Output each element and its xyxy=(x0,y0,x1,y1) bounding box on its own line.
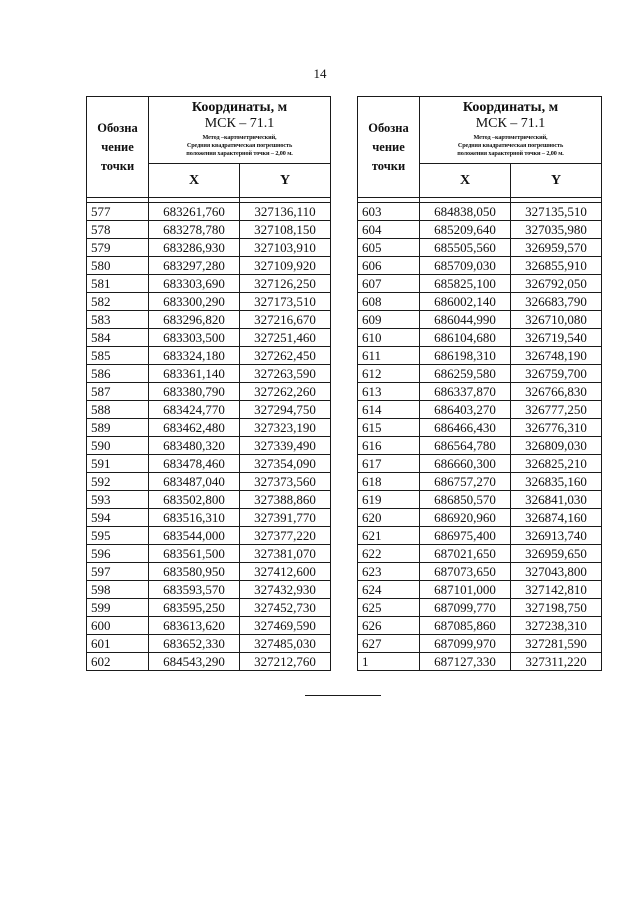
x-coordinate-cell: 683424,770 xyxy=(149,401,240,419)
x-coordinate-cell: 683303,500 xyxy=(149,329,240,347)
table-row xyxy=(87,437,331,455)
point-id-cell: 592 xyxy=(87,473,149,491)
x-coordinate-cell: 683261,760 xyxy=(149,203,240,221)
y-coordinate-cell: 327373,560 xyxy=(240,473,331,491)
table-row xyxy=(358,491,602,509)
table-row xyxy=(87,203,331,221)
point-id-cell: 584 xyxy=(87,329,149,347)
y-coordinate-cell: 326809,030 xyxy=(511,437,602,455)
y-coordinate-cell: 326748,190 xyxy=(511,347,602,365)
x-coordinate-cell: 683286,930 xyxy=(149,239,240,257)
y-coordinate-cell: 327109,920 xyxy=(240,257,331,275)
method-note-line: положения характерной точки – 2,00 м. xyxy=(186,150,293,157)
table-row xyxy=(87,329,331,347)
point-id-cell: 578 xyxy=(87,221,149,239)
y-coordinate-cell: 327043,800 xyxy=(511,563,602,581)
point-id-cell: 620 xyxy=(358,509,420,527)
table-row xyxy=(358,239,602,257)
table-row xyxy=(87,257,331,275)
y-coordinate-cell: 327238,310 xyxy=(511,617,602,635)
table-row xyxy=(358,347,602,365)
table-row xyxy=(358,563,602,581)
y-coordinate-cell: 326683,790 xyxy=(511,293,602,311)
point-id-cell: 610 xyxy=(358,329,420,347)
x-coordinate-cell: 686564,780 xyxy=(420,437,511,455)
x-coordinate-cell: 683487,040 xyxy=(149,473,240,491)
x-coordinate-cell: 686660,300 xyxy=(420,455,511,473)
table-row xyxy=(358,527,602,545)
y-coordinate-cell: 327126,250 xyxy=(240,275,331,293)
point-id-cell: 593 xyxy=(87,491,149,509)
table-row xyxy=(358,383,602,401)
y-coordinate-cell: 326766,830 xyxy=(511,383,602,401)
y-coordinate-cell: 326841,030 xyxy=(511,491,602,509)
point-id-cell: 625 xyxy=(358,599,420,617)
x-coordinate-cell: 686104,680 xyxy=(420,329,511,347)
point-id-cell: 613 xyxy=(358,383,420,401)
point-id-cell: 602 xyxy=(87,653,149,671)
y-coordinate-cell: 326777,250 xyxy=(511,401,602,419)
y-coordinate-cell: 327262,260 xyxy=(240,383,331,401)
table-row xyxy=(358,437,602,455)
table-row xyxy=(87,293,331,311)
y-coordinate-cell: 327377,220 xyxy=(240,527,331,545)
point-id-cell: 627 xyxy=(358,635,420,653)
y-coordinate-cell: 327251,460 xyxy=(240,329,331,347)
table-row xyxy=(87,455,331,473)
point-header-line: Обозна xyxy=(368,120,409,135)
y-coordinate-cell: 326959,570 xyxy=(511,239,602,257)
y-coordinate-cell: 327108,150 xyxy=(240,221,331,239)
x-coordinate-cell: 687127,330 xyxy=(420,653,511,671)
y-coordinate-cell: 326825,210 xyxy=(511,455,602,473)
x-coordinate-cell: 683544,000 xyxy=(149,527,240,545)
y-coordinate-cell: 326759,700 xyxy=(511,365,602,383)
x-column-header: X xyxy=(420,164,511,198)
y-coordinate-cell: 327391,770 xyxy=(240,509,331,527)
point-id-cell: 588 xyxy=(87,401,149,419)
y-coordinate-cell: 327485,030 xyxy=(240,635,331,653)
table-row xyxy=(358,581,602,599)
x-coordinate-cell: 683580,950 xyxy=(149,563,240,581)
method-note-line: положения характерной точки – 2,00 м. xyxy=(457,150,564,157)
y-coordinate-cell: 326792,050 xyxy=(511,275,602,293)
y-coordinate-cell: 326959,650 xyxy=(511,545,602,563)
y-coordinate-cell: 326710,080 xyxy=(511,311,602,329)
method-note-line: Средняя квадратическая погрешность xyxy=(186,142,293,149)
y-coordinate-cell: 327339,490 xyxy=(240,437,331,455)
table-row xyxy=(87,599,331,617)
table-row xyxy=(87,545,331,563)
y-coordinate-cell: 326719,540 xyxy=(511,329,602,347)
table-row xyxy=(87,635,331,653)
point-header-line: точки xyxy=(100,158,135,173)
table-row xyxy=(87,563,331,581)
x-coordinate-cell: 684838,050 xyxy=(420,203,511,221)
end-divider-line xyxy=(305,695,381,696)
point-id-cell: 611 xyxy=(358,347,420,365)
point-id-cell: 607 xyxy=(358,275,420,293)
y-coordinate-cell: 327452,730 xyxy=(240,599,331,617)
point-id-cell: 600 xyxy=(87,617,149,635)
point-id-cell: 599 xyxy=(87,599,149,617)
method-note-line: Средняя квадратическая погрешность xyxy=(457,142,564,149)
point-id-cell: 586 xyxy=(87,365,149,383)
point-id-cell: 585 xyxy=(87,347,149,365)
table-row xyxy=(358,311,602,329)
point-id-cell: 615 xyxy=(358,419,420,437)
coordinate-system: МСК – 71.1 xyxy=(475,116,546,131)
point-id-cell: 603 xyxy=(358,203,420,221)
table-row xyxy=(87,491,331,509)
y-coordinate-cell: 327198,750 xyxy=(511,599,602,617)
x-coordinate-cell: 685709,030 xyxy=(420,257,511,275)
x-coordinate-cell: 686920,960 xyxy=(420,509,511,527)
point-id-cell: 614 xyxy=(358,401,420,419)
y-coordinate-cell: 327381,070 xyxy=(240,545,331,563)
point-id-cell: 609 xyxy=(358,311,420,329)
table-row xyxy=(358,203,602,221)
point-id-cell: 606 xyxy=(358,257,420,275)
y-coordinate-cell: 327173,510 xyxy=(240,293,331,311)
coordinates-table-left xyxy=(86,96,331,671)
x-coordinate-cell: 686044,990 xyxy=(420,311,511,329)
table-row xyxy=(358,329,602,347)
point-id-cell: 604 xyxy=(358,221,420,239)
table-row xyxy=(358,545,602,563)
point-id-cell: 589 xyxy=(87,419,149,437)
y-coordinate-cell: 327135,510 xyxy=(511,203,602,221)
table-row xyxy=(358,617,602,635)
point-id-cell: 590 xyxy=(87,437,149,455)
point-id-cell: 621 xyxy=(358,527,420,545)
point-id-cell: 583 xyxy=(87,311,149,329)
y-coordinate-cell: 327388,860 xyxy=(240,491,331,509)
y-coordinate-cell: 327311,220 xyxy=(511,653,602,671)
point-column-header xyxy=(87,97,149,198)
x-coordinate-cell: 683380,790 xyxy=(149,383,240,401)
x-coordinate-cell: 683462,480 xyxy=(149,419,240,437)
y-coordinate-cell: 327323,190 xyxy=(240,419,331,437)
table-row xyxy=(358,221,602,239)
x-coordinate-cell: 686757,270 xyxy=(420,473,511,491)
point-id-cell: 595 xyxy=(87,527,149,545)
y-column-header: Y xyxy=(511,164,602,198)
y-coordinate-cell: 327212,760 xyxy=(240,653,331,671)
y-coordinate-cell: 327136,110 xyxy=(240,203,331,221)
y-coordinate-cell: 326835,160 xyxy=(511,473,602,491)
table-row xyxy=(87,383,331,401)
table-row xyxy=(358,455,602,473)
point-id-cell: 626 xyxy=(358,617,420,635)
point-id-cell: 619 xyxy=(358,491,420,509)
y-column-header: Y xyxy=(240,164,331,198)
table-row xyxy=(358,257,602,275)
point-id-cell: 579 xyxy=(87,239,149,257)
table-row xyxy=(87,401,331,419)
x-column-header: X xyxy=(149,164,240,198)
x-coordinate-cell: 686403,270 xyxy=(420,401,511,419)
table-row xyxy=(358,293,602,311)
coordinates-title: Координаты, м xyxy=(462,100,559,115)
x-coordinate-cell: 686198,310 xyxy=(420,347,511,365)
method-note xyxy=(149,134,330,158)
method-note xyxy=(420,134,601,158)
point-id-cell: 617 xyxy=(358,455,420,473)
x-coordinate-cell: 683303,690 xyxy=(149,275,240,293)
x-coordinate-cell: 683480,320 xyxy=(149,437,240,455)
y-coordinate-cell: 326913,740 xyxy=(511,527,602,545)
x-coordinate-cell: 683300,290 xyxy=(149,293,240,311)
x-coordinate-cell: 683613,620 xyxy=(149,617,240,635)
y-coordinate-cell: 327035,980 xyxy=(511,221,602,239)
x-coordinate-cell: 686850,570 xyxy=(420,491,511,509)
point-id-cell: 1 xyxy=(358,653,420,671)
x-coordinate-cell: 684543,290 xyxy=(149,653,240,671)
coordinates-header xyxy=(149,97,331,164)
y-coordinate-cell: 326874,160 xyxy=(511,509,602,527)
point-id-cell: 616 xyxy=(358,437,420,455)
table-row xyxy=(87,275,331,293)
y-coordinate-cell: 326855,910 xyxy=(511,257,602,275)
x-coordinate-cell: 685209,640 xyxy=(420,221,511,239)
y-coordinate-cell: 326776,310 xyxy=(511,419,602,437)
table-row xyxy=(358,365,602,383)
coordinates-title: Координаты, м xyxy=(191,100,288,115)
y-coordinate-cell: 327142,810 xyxy=(511,581,602,599)
x-coordinate-cell: 683324,180 xyxy=(149,347,240,365)
point-id-cell: 577 xyxy=(87,203,149,221)
point-id-cell: 618 xyxy=(358,473,420,491)
y-coordinate-cell: 327216,670 xyxy=(240,311,331,329)
point-id-cell: 594 xyxy=(87,509,149,527)
point-id-cell: 608 xyxy=(358,293,420,311)
x-coordinate-cell: 683361,140 xyxy=(149,365,240,383)
x-coordinate-cell: 683516,310 xyxy=(149,509,240,527)
point-id-cell: 581 xyxy=(87,275,149,293)
y-coordinate-cell: 327412,600 xyxy=(240,563,331,581)
x-coordinate-cell: 687021,650 xyxy=(420,545,511,563)
point-header-line: чение xyxy=(372,139,405,154)
point-id-cell: 580 xyxy=(87,257,149,275)
x-coordinate-cell: 683478,460 xyxy=(149,455,240,473)
y-coordinate-cell: 327354,090 xyxy=(240,455,331,473)
x-coordinate-cell: 683502,800 xyxy=(149,491,240,509)
table-row xyxy=(87,581,331,599)
point-id-cell: 597 xyxy=(87,563,149,581)
x-coordinate-cell: 687073,650 xyxy=(420,563,511,581)
y-coordinate-cell: 327281,590 xyxy=(511,635,602,653)
table-row xyxy=(358,419,602,437)
table-row xyxy=(87,239,331,257)
point-id-cell: 624 xyxy=(358,581,420,599)
y-coordinate-cell: 327103,910 xyxy=(240,239,331,257)
x-coordinate-cell: 687101,000 xyxy=(420,581,511,599)
point-id-cell: 596 xyxy=(87,545,149,563)
x-coordinate-cell: 687085,860 xyxy=(420,617,511,635)
point-header-line: чение xyxy=(101,139,134,154)
point-id-cell: 598 xyxy=(87,581,149,599)
page-number: 14 xyxy=(313,66,327,81)
table-row xyxy=(87,347,331,365)
method-note-line: Метод –картометрический, xyxy=(473,134,548,141)
x-coordinate-cell: 687099,770 xyxy=(420,599,511,617)
point-id-cell: 605 xyxy=(358,239,420,257)
coordinates-table-right xyxy=(357,96,602,671)
x-coordinate-cell: 685825,100 xyxy=(420,275,511,293)
x-coordinate-cell: 683296,820 xyxy=(149,311,240,329)
x-coordinate-cell: 686259,580 xyxy=(420,365,511,383)
point-header-line: точки xyxy=(371,158,406,173)
table-row xyxy=(87,653,331,671)
point-id-cell: 591 xyxy=(87,455,149,473)
point-column-header xyxy=(358,97,420,198)
table-row xyxy=(87,311,331,329)
table-row xyxy=(87,365,331,383)
x-coordinate-cell: 686466,430 xyxy=(420,419,511,437)
x-coordinate-cell: 683278,780 xyxy=(149,221,240,239)
point-id-cell: 587 xyxy=(87,383,149,401)
point-id-cell: 582 xyxy=(87,293,149,311)
table-row xyxy=(358,401,602,419)
point-id-cell: 601 xyxy=(87,635,149,653)
coordinates-header xyxy=(420,97,602,164)
table-row xyxy=(358,599,602,617)
table-row xyxy=(87,473,331,491)
x-coordinate-cell: 683297,280 xyxy=(149,257,240,275)
y-coordinate-cell: 327263,590 xyxy=(240,365,331,383)
x-coordinate-cell: 685505,560 xyxy=(420,239,511,257)
point-id-cell: 612 xyxy=(358,365,420,383)
table-row xyxy=(87,221,331,239)
method-note-line: Метод –картометрический, xyxy=(202,134,277,141)
x-coordinate-cell: 683561,500 xyxy=(149,545,240,563)
table-row xyxy=(87,419,331,437)
table-row xyxy=(358,473,602,491)
x-coordinate-cell: 687099,970 xyxy=(420,635,511,653)
table-row xyxy=(358,653,602,671)
point-id-cell: 623 xyxy=(358,563,420,581)
table-row xyxy=(87,527,331,545)
table-row xyxy=(358,509,602,527)
y-coordinate-cell: 327432,930 xyxy=(240,581,331,599)
x-coordinate-cell: 686337,870 xyxy=(420,383,511,401)
point-id-cell: 622 xyxy=(358,545,420,563)
table-row xyxy=(87,617,331,635)
y-coordinate-cell: 327469,590 xyxy=(240,617,331,635)
x-coordinate-cell: 686975,400 xyxy=(420,527,511,545)
table-row xyxy=(87,509,331,527)
table-row xyxy=(358,635,602,653)
x-coordinate-cell: 683595,250 xyxy=(149,599,240,617)
y-coordinate-cell: 327294,750 xyxy=(240,401,331,419)
x-coordinate-cell: 683593,570 xyxy=(149,581,240,599)
x-coordinate-cell: 686002,140 xyxy=(420,293,511,311)
coordinate-system: МСК – 71.1 xyxy=(204,116,275,131)
point-header-line: Обозна xyxy=(97,120,138,135)
x-coordinate-cell: 683652,330 xyxy=(149,635,240,653)
y-coordinate-cell: 327262,450 xyxy=(240,347,331,365)
table-row xyxy=(358,275,602,293)
